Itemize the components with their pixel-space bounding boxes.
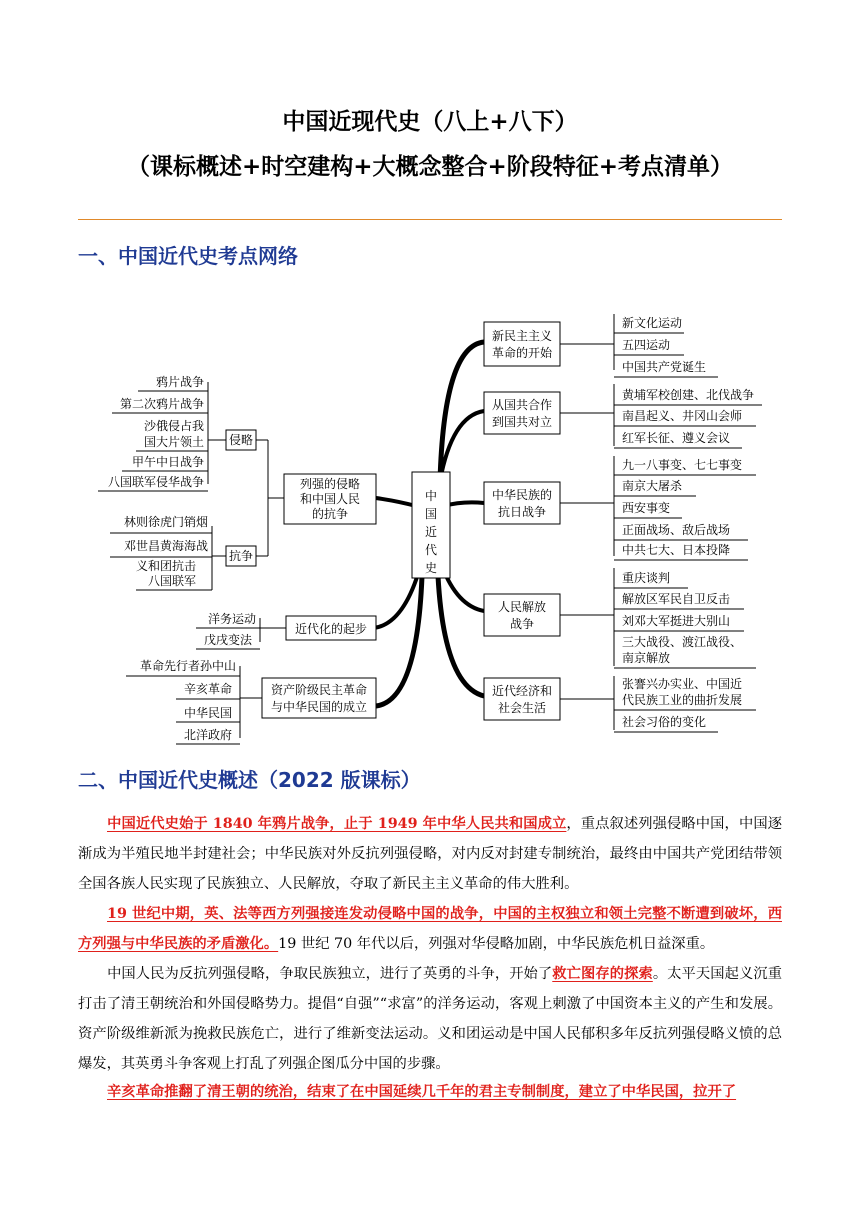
branch-label-line: 社会生活 [497, 701, 547, 715]
list-item: 邓世昌黄海海战 [123, 539, 208, 553]
list-item: 社会习俗的变化 [622, 715, 707, 729]
list-item: 鸦片战争 [155, 375, 204, 389]
document-title: 中国近现代史（八上+八下） [282, 109, 578, 135]
paragraph-2 [78, 899, 782, 959]
branch-label-line: 革命的开始 [491, 346, 553, 360]
highlight-text: 19 世纪中期，英、法等西方列强接连发动侵略中国的战争，中国的主权独立和领土完整不断遭到破坏，西方列强与中华民族的矛盾激化。 [78, 906, 782, 952]
section-heading-overview: 二、中国近代史概述（2022 版课标） [78, 768, 421, 792]
branch-label-line: 近代经济和 [491, 684, 553, 698]
list-item: 国大片领土 [143, 435, 204, 449]
highlight-text: 救亡图存的探索 [552, 966, 653, 982]
branch-label-line: 到国共对立 [491, 415, 553, 429]
list-item: 义和团抗击 [135, 559, 196, 573]
body-text: 19 世纪 70 年代以后，列强对华侵略加剧，中华民族危机日益深重。 [278, 936, 715, 952]
list-item: 第二次鸦片战争 [119, 397, 204, 411]
center-char-2: 国 [424, 507, 438, 521]
list-item: 中华民国 [183, 706, 232, 720]
document-subtitle: （课标概述+时空建构+大概念整合+阶段特征+考点清单） [126, 154, 734, 180]
center-char-4: 代 [424, 543, 438, 557]
list-item: 中国共产党诞生 [622, 360, 707, 374]
list-item: 中共七大、日本投降 [622, 543, 731, 557]
list-item: 刘邓大军挺进大别山 [622, 614, 731, 628]
invasion-items [98, 374, 208, 491]
branch-label-line: 中华民族的 [491, 488, 553, 502]
branch-modernization-label: 近代化的起步 [294, 622, 368, 636]
branch-label-line: 资产阶级民主革命 [270, 683, 368, 697]
list-item: 黄埔军校创建、北伐战争 [622, 388, 755, 402]
knowledge-mindmap [92, 306, 768, 750]
center-char-5: 史 [424, 561, 438, 575]
list-item: 八国联军侵华战争 [107, 475, 204, 489]
branch-kmt-cpc [484, 384, 762, 448]
list-item: 洋务运动 [207, 612, 256, 626]
branch-label-line: 战争 [509, 617, 535, 631]
paragraph-4 [78, 1077, 782, 1107]
branch-label-line: 新民主主义 [491, 329, 553, 343]
paragraph-1 [78, 809, 782, 899]
branch-label-line: 从国共合作 [491, 398, 553, 412]
subbranch-resistance-label: 抗争 [228, 549, 254, 563]
list-item: 南京大屠杀 [622, 479, 683, 493]
branch-label-line: 和中国人民 [299, 492, 361, 506]
list-item: 红军长征、遵义会议 [622, 431, 731, 445]
list-item: 重庆谈判 [622, 571, 671, 585]
body-text: 。太平天国起义沉重打击了清王朝统治和外国侵略势力。提倡“自强”“求富”的洋务运动，客观上刺激了中国资本主义的产生和发展。资产阶级维新派为挽救民族危亡，进行了维新变法运动。义和团运动是中国人民郁积多年反抗列强侵略义愤的总爆发，其英勇斗争客观上打乱了列强企图瓜分中国的步骤。 [78, 966, 783, 1072]
branch-label-line: 人民解放 [497, 600, 547, 614]
center-char-1: 中 [424, 489, 438, 503]
list-item: 五四运动 [622, 338, 671, 352]
branch-anti-japanese [484, 456, 756, 560]
list-item: 解放区军民自卫反击 [622, 592, 731, 606]
list-item: 八国联军 [147, 574, 196, 588]
branch-new-democratic [484, 314, 718, 377]
list-item: 甲午中日战争 [131, 455, 204, 469]
paragraph-3 [78, 959, 782, 1079]
list-item: 沙俄侵占我 [143, 419, 204, 433]
branch-liberation-war [484, 568, 756, 668]
branch-economy-society [484, 676, 756, 732]
list-item: 代民族工业的曲折发展 [622, 693, 743, 707]
branch-label-line: 列强的侵略 [299, 477, 361, 491]
list-item: 张謇兴办实业、中国近 [622, 677, 743, 691]
list-item: 南昌起义、井冈山会师 [622, 409, 743, 423]
list-item: 新文化运动 [622, 316, 683, 330]
branch-label-line: 与中华民国的成立 [270, 700, 368, 714]
list-item: 九一八事变、七七事变 [622, 458, 743, 472]
highlight-text: 辛亥革命推翻了清王朝的统治，结束了在中国延续几千年的君主专制制度，建立了中华民国，拉开了 [107, 1084, 737, 1100]
branch-label-line: 抗日战争 [497, 505, 547, 519]
title-divider [78, 219, 782, 220]
list-item: 正面战场、敌后战场 [622, 523, 731, 537]
list-item: 南京解放 [622, 651, 671, 665]
resistance-items [110, 514, 212, 590]
section-heading-network: 一、中国近代史考点网络 [78, 244, 298, 268]
list-item: 三大战役、渡江战役、 [622, 635, 743, 649]
body-text: ，重点叙述列强侵略中国，中国逐渐成为半殖民地半封建社会；中华民族对外反抗列强侵略，对内反对封建专制统治，最终由中国共产党团结带领全国各族人民实现了民族独立、人民解放，夺取了新民主主义革命的伟大胜利。 [78, 816, 782, 892]
list-item: 革命先行者孙中山 [139, 659, 236, 673]
center-char-3: 近 [424, 525, 438, 539]
list-item: 林则徐虎门销烟 [123, 515, 208, 529]
branch-label-line: 的抗争 [311, 507, 349, 521]
list-item: 戊戌变法 [203, 633, 252, 647]
highlight-text: 中国近代史始于 1840 年鸦片战争，止于 1949 年中华人民共和国成立 [107, 816, 567, 832]
body-text: 中国人民为反抗列强侵略，争取民族独立，进行了英勇的斗争，开始了 [107, 966, 553, 982]
list-item: 辛亥革命 [183, 682, 232, 696]
subbranch-invasion-label: 侵略 [228, 433, 254, 447]
list-item: 西安事变 [622, 501, 671, 515]
list-item: 北洋政府 [183, 728, 232, 742]
